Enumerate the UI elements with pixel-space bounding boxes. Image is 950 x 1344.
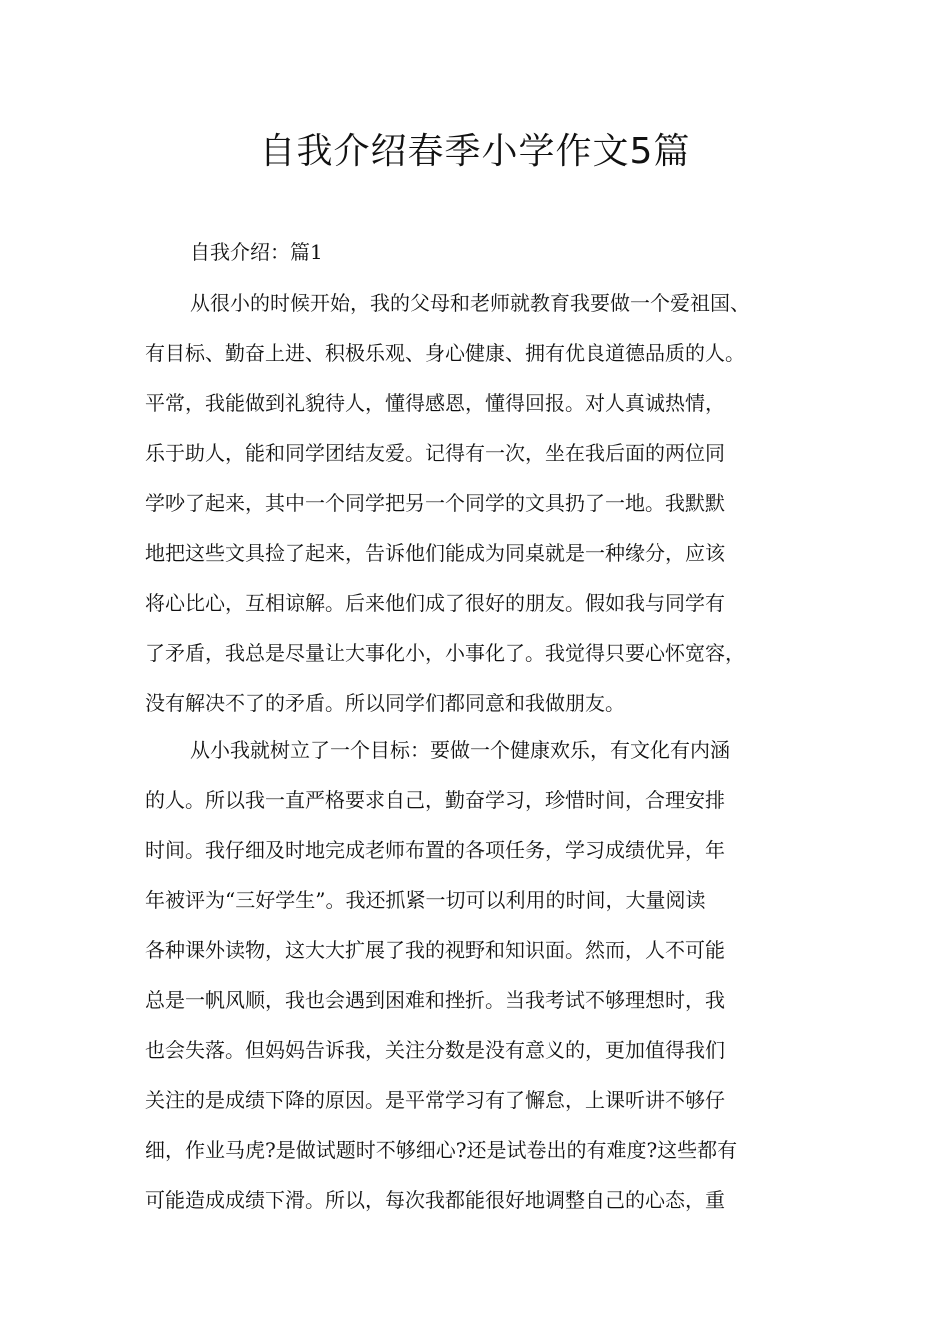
paragraph-line: 没有解决不了的矛盾。所以同学们都同意和我做朋友。 (145, 691, 625, 715)
paragraph-line: 地把这些文具捡了起来，告诉他们能成为同桌就是一种缘分，应该 (145, 541, 725, 565)
document-title: 自我介绍春季小学作文5篇 (259, 131, 691, 172)
paragraph-line: 总是一帆风顺，我也会遇到困难和挫折。当我考试不够理想时，我 (145, 988, 725, 1012)
paragraph-2 (145, 725, 815, 1225)
paragraph-line: 的人。所以我一直严格要求自己，勤奋学习，珍惜时间，合理安排 (145, 788, 725, 812)
paragraph-line: 学吵了起来，其中一个同学把另一个同学的文具扔了一地。我默默 (145, 491, 725, 515)
paragraph-line: 从小我就树立了一个目标：要做一个健康欢乐，有文化有内涵 (190, 738, 730, 762)
paragraph-line: 有目标、勤奋上进、积极乐观、身心健康、拥有优良道德品质的人。 (145, 341, 745, 365)
paragraph-1 (145, 278, 815, 728)
section-label: 自我介绍：篇1 (190, 240, 323, 264)
paragraph-line: 也会失落。但妈妈告诉我，关注分数是没有意义的，更加值得我们 (145, 1038, 725, 1062)
paragraph-line: 年被评为“三好学生”。我还抓紧一切可以利用的时间，大量阅读 (145, 888, 706, 912)
paragraph-line: 乐于助人，能和同学团结友爱。记得有一次，坐在我后面的两位同 (145, 441, 725, 465)
paragraph-line: 可能造成成绩下滑。所以，每次我都能很好地调整自己的心态，重 (145, 1188, 725, 1212)
paragraph-line: 各种课外读物，这大大扩展了我的视野和知识面。然而，人不可能 (145, 938, 725, 962)
paragraph-line: 时间。我仔细及时地完成老师布置的各项任务，学习成绩优异，年 (145, 838, 725, 862)
paragraph-line: 关注的是成绩下降的原因。是平常学习有了懈怠，上课听讲不够仔 (145, 1088, 725, 1112)
paragraph-line: 平常，我能做到礼貌待人，懂得感恩，懂得回报。对人真诚热情， (145, 391, 725, 415)
paragraph-line: 了矛盾，我总是尽量让大事化小，小事化了。我觉得只要心怀宽容， (145, 641, 745, 665)
paragraph-line: 细，作业马虎?是做试题时不够细心?还是试卷出的有难度?这些都有 (145, 1138, 738, 1162)
paragraph-line: 从很小的时候开始，我的父母和老师就教育我要做一个爱祖国、 (190, 291, 750, 315)
paragraph-line: 将心比心，互相谅解。后来他们成了很好的朋友。假如我与同学有 (145, 591, 725, 615)
